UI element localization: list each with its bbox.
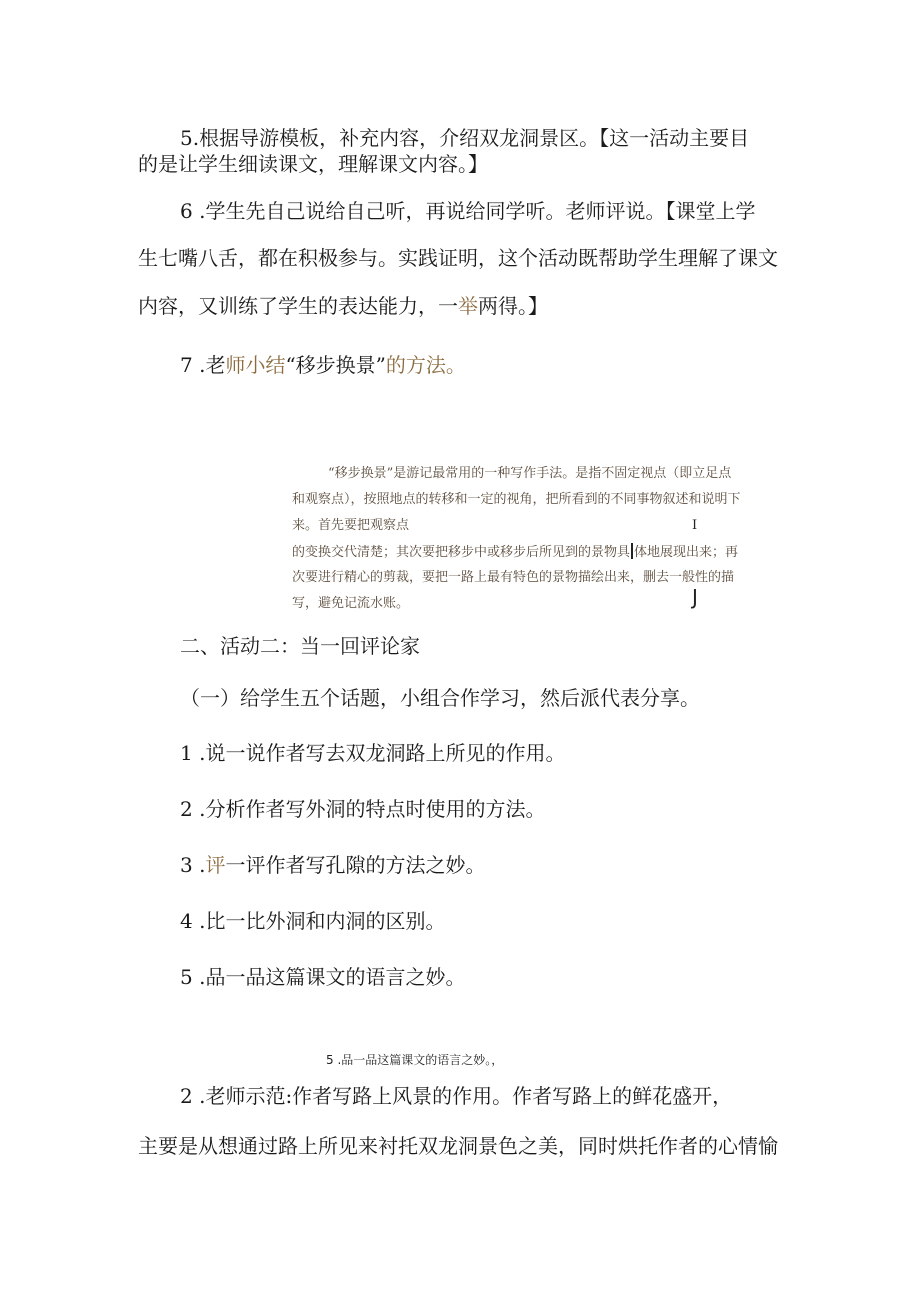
teacher-line1: 2 .老师示范:作者写路上风景的作用。作者写路上的鲜花盛开， [180, 1084, 733, 1108]
teacher-line2: 主要是从想通过路上所见来衬托双龙洞景色之美，同时烘托作者的心情愉 [138, 1134, 778, 1158]
section2-intro: （一）给学生五个话题，小组合作学习，然后派代表分享。 [180, 686, 700, 710]
note-bar [631, 543, 633, 559]
note-line2: 和观察点），按照地点的转移和一定的视角，把所看到的不同事物叙述和说明下 [292, 492, 741, 507]
note-line6: 写，避免记流水账。 [292, 596, 410, 611]
p5-line1: 5.根据导游模板，补充内容，介绍双龙洞景区。【这一活动主要目 [180, 126, 750, 150]
p6-line2: 生七嘴八舌，都在积极参与。实践证明，这个活动既帮助学生理解了课文 [138, 246, 778, 270]
topic-item-1: 1 .说一说作者写去双龙洞路上所见的作用。 [180, 741, 566, 765]
paragraph-7: 7 .老师小结“移步换景”的方法。 [180, 353, 466, 377]
topic-item-4: 4 .比一比外洞和内洞的区别。 [180, 909, 446, 933]
note-line4: 的变换交代清楚；其次要把移步中或移步后所见到的景物具 体地展现出来；再 [292, 545, 739, 560]
note-mark-j: J [692, 585, 698, 609]
note-mark-i: I [692, 518, 698, 533]
section2-heading: 二、活动二：当一回评论家 [180, 634, 420, 658]
topic-item-5: 5 .品一品这篇课文的语言之妙。 [180, 965, 466, 989]
note-line1: “移步换景”是游记最常用的一种写作手法。是指不固定视点（即立足点 [328, 466, 732, 481]
note-line5: 次要进行精心的剪裁，要把一路上最有特色的景物描绘出来，删去一般性的描 [292, 570, 735, 585]
p5-line2: 的是让学生细读课文，理解课文内容。】 [138, 152, 488, 176]
small-repeat-line: 5 .品一品这篇课文的语言之妙。， [326, 1053, 504, 1067]
p6-line3: 内容，又训练了学生的表达能力，一举两得。】 [138, 294, 548, 318]
topic-item-3: 3 .评一评作者写孔隙的方法之妙。 [180, 853, 486, 877]
p6-line1: 6 .学生先自己说给自己听，再说给同学听。老师评说。【课堂上学 [180, 199, 756, 223]
note-line3: 来。首先要把观察点 [292, 518, 410, 533]
topic-item-2: 2 .分析作者写外洞的特点时使用的方法。 [180, 797, 546, 821]
